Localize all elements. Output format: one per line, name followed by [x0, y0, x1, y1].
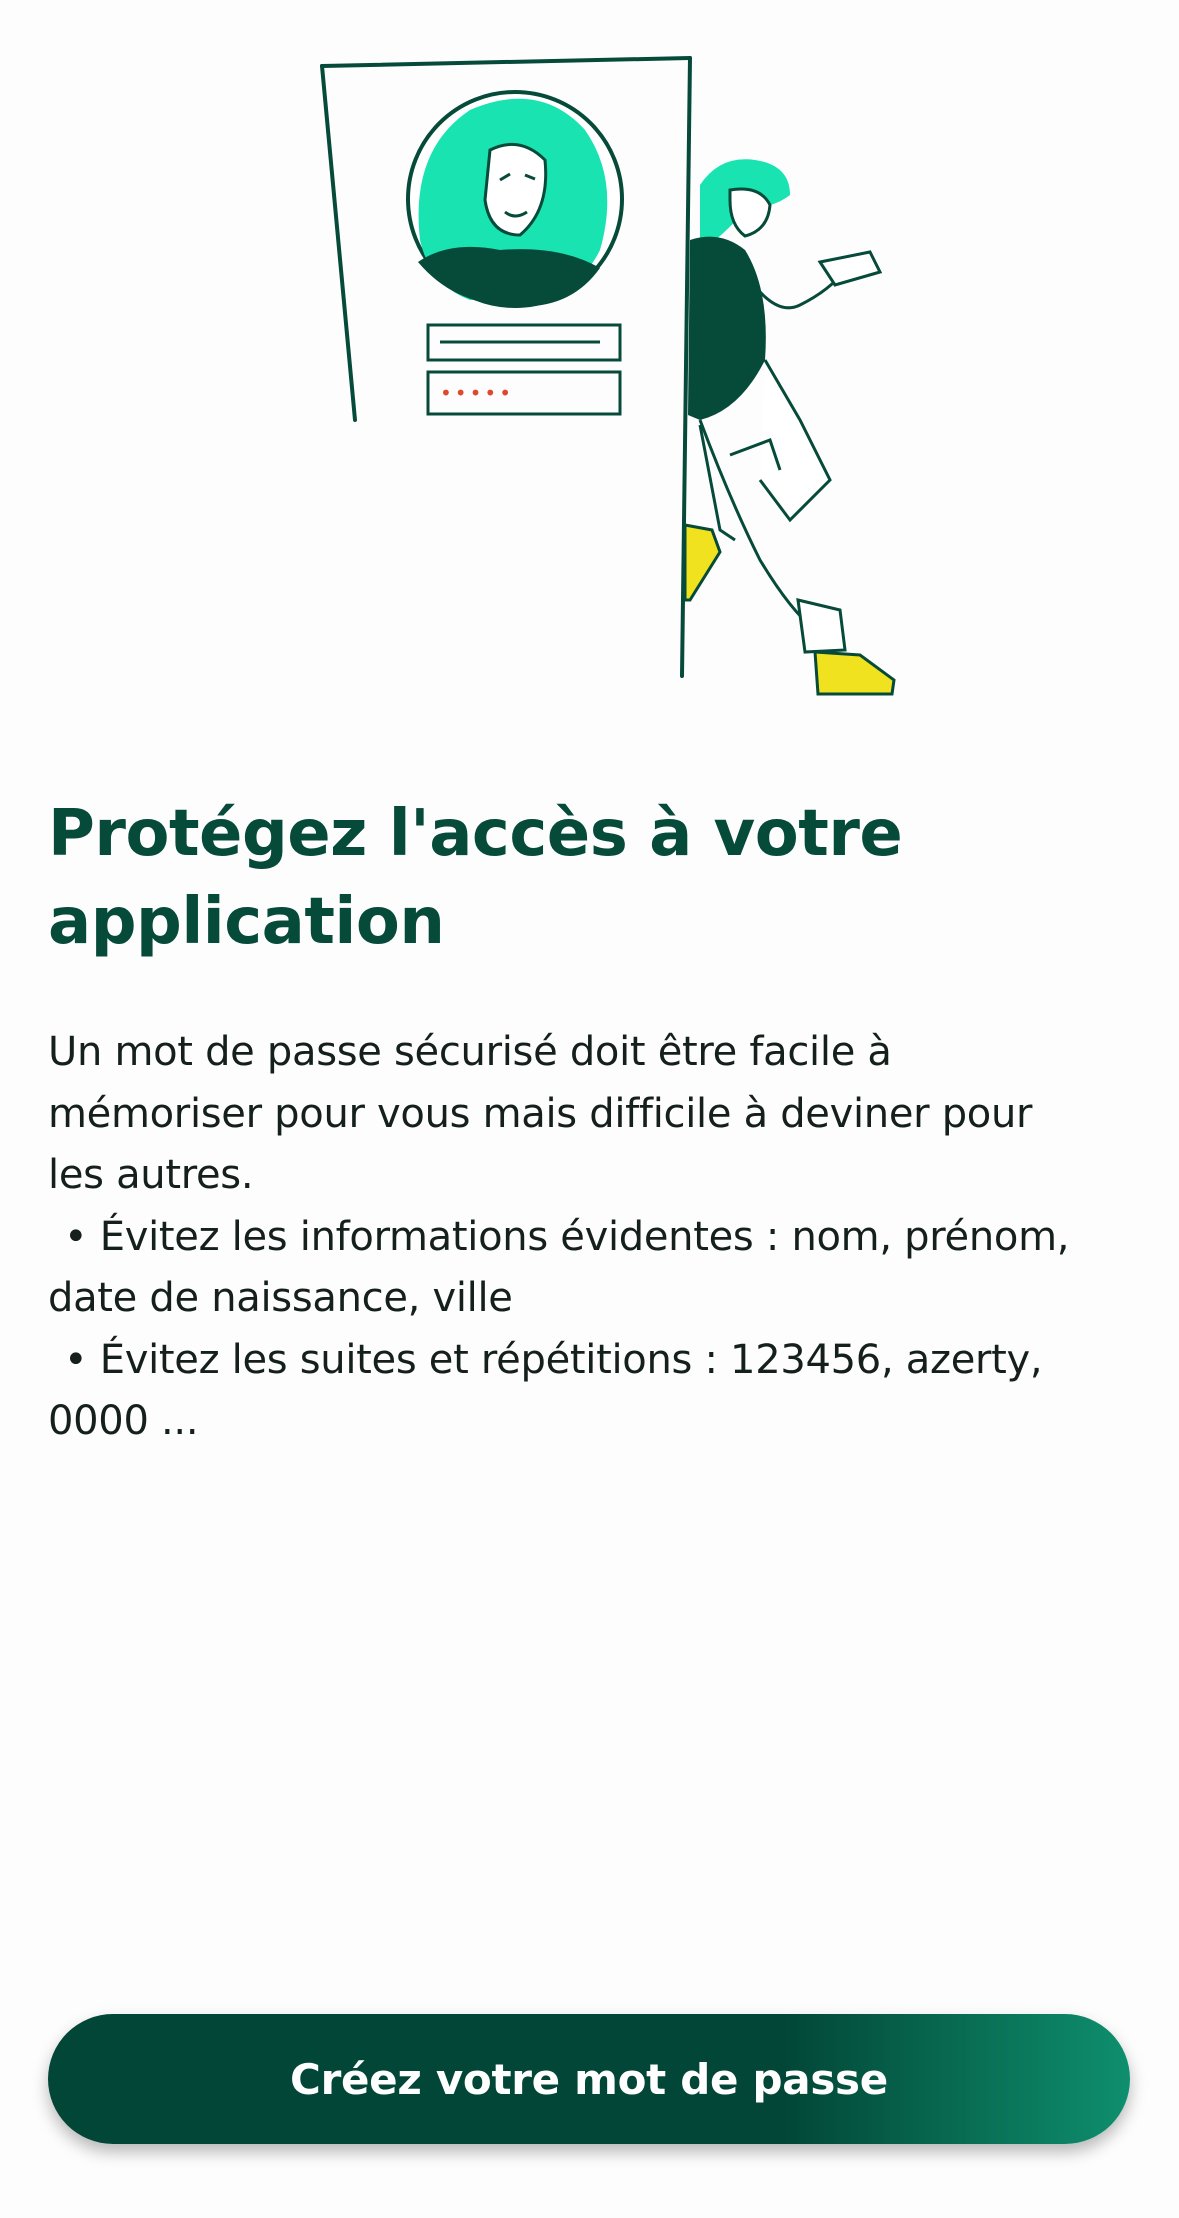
- avatar-icon: [408, 92, 622, 306]
- page-title: [48, 790, 1128, 966]
- description-line: les autres.: [48, 1152, 254, 1198]
- password-mask: •••••: [440, 381, 514, 405]
- page-title-line-2: application: [48, 885, 445, 959]
- bullet-icon: •: [64, 1336, 88, 1383]
- bullet-text: Évitez les informations évidentes : nom, prénom,: [99, 1213, 1070, 1260]
- create-password-button[interactable]: Créez votre mot de passe: [48, 2014, 1130, 2144]
- person-icon: [685, 159, 894, 694]
- page-title-line-1: Protégez l'accès à votre: [48, 797, 903, 871]
- description-line: mémoriser pour vous mais difficile à deviner pour: [48, 1090, 1033, 1137]
- description-text: [48, 1022, 1138, 1453]
- bullet-icon: •: [64, 1213, 88, 1260]
- bullet-text: Évitez les suites et répétitions : 123456, azerty,: [99, 1336, 1043, 1383]
- description-line: Un mot de passe sécurisé doit être facile à: [48, 1029, 892, 1075]
- bullet-item: [48, 1330, 1138, 1392]
- bullet-item: [48, 1207, 1138, 1269]
- bullet-continuation: date de naissance, ville: [48, 1275, 513, 1321]
- bullet-continuation: 0000 ...: [48, 1398, 199, 1444]
- person-leaning-on-password-card-illustration: [300, 50, 920, 710]
